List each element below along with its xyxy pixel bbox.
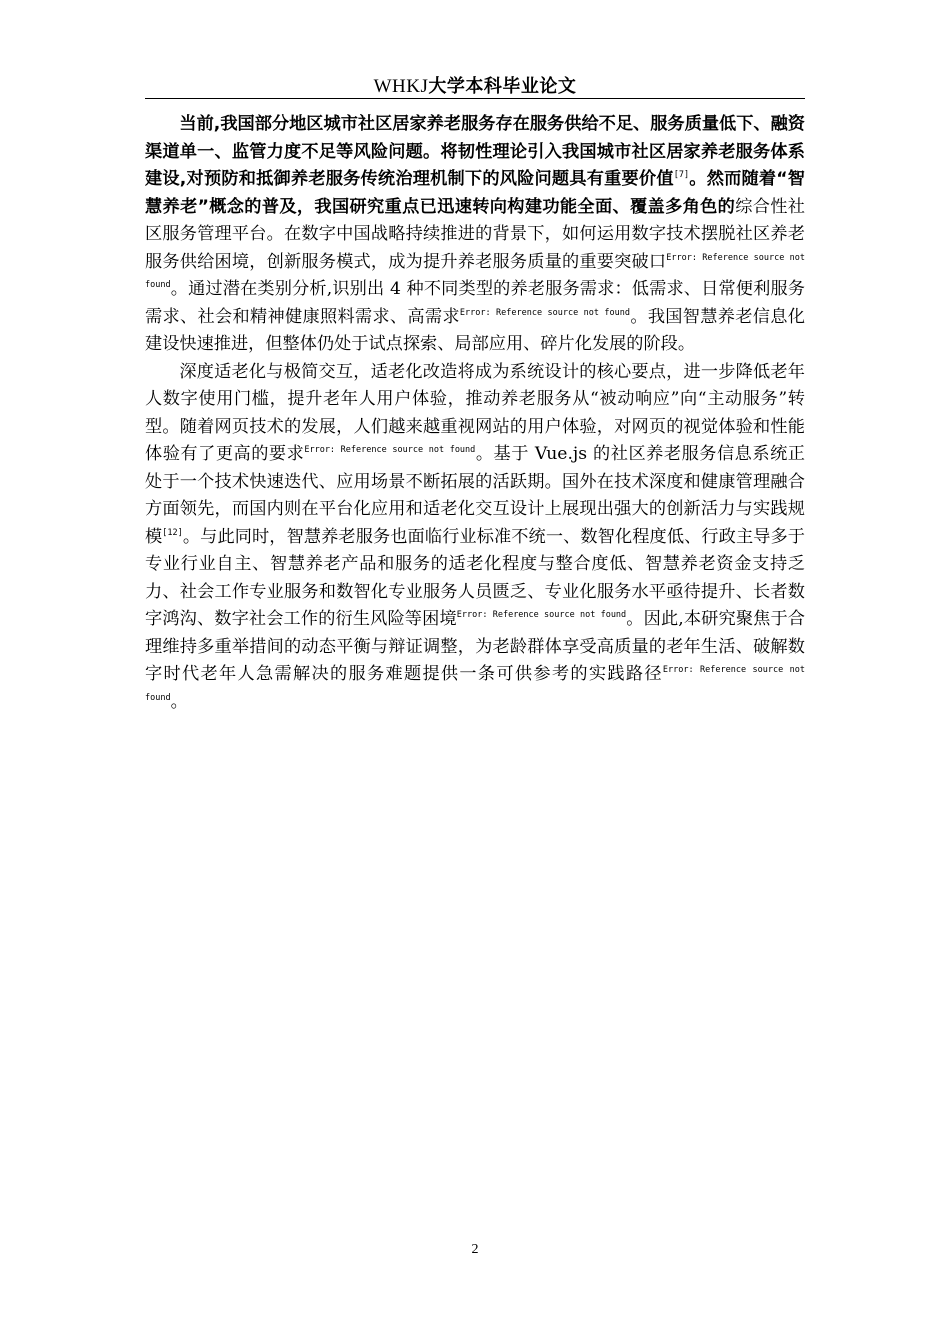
p2-sentence-2: 。基于 Vue.js 的社区养老服务信息系统正处于一个技术快速迭代、应用场景不断拓展的活跃期。国外在技术深度和健康管理融合方面领先，而国内则在平台化应用和适老化交互设计上展现出强大的创新活力与实践规模	[145, 444, 805, 547]
body-text	[145, 111, 805, 716]
header-title: 大学本科毕业论文	[428, 76, 577, 97]
p1-sentence-5: 。通过潜在类别分析,识别出 4 种不同类型的养老服务需求：低需求、日常便利服务需求、社会和精神健康照料需求、高需求	[145, 279, 805, 327]
p1-sentence-3: 研究重点已迅速转向构建功能全面、覆盖多角色的	[349, 196, 736, 217]
p1-citation-1: [7]	[673, 170, 690, 180]
header-rule	[145, 98, 805, 99]
p1-sentence-4: 综合性社区服务管理平台。在数字中国战略持续推进的背景下，如何运用数字技术摆脱社区养老服务供给困境，创新服务模式，成为提升养老服务质量的重要突破口	[145, 196, 805, 272]
p1-citation-3: Error: Reference source not found	[459, 307, 631, 318]
page-number: 2	[471, 1242, 479, 1257]
p2-citation-3: Error: Reference source not found	[456, 610, 627, 620]
paragraph-1	[145, 111, 805, 359]
p2-citation-4: Error: Reference source not found	[145, 665, 805, 703]
running-header	[145, 72, 805, 98]
p1-citation-2: Error: Reference source not found	[145, 252, 805, 290]
p2-citation-2: [12]	[162, 527, 183, 538]
p2-sentence-5: 。	[170, 691, 188, 712]
p1-sentence-6: 。我国智慧养老信息化建设快速推进，但整体仍处于试点探索、局部应用、碎片化发展的阶段。	[145, 306, 805, 354]
p2-sentence-1: 深度适老化与极简交互，适老化改造将成为系统设计的核心要点，进一步降低老年人数字使用门槛，提升老年人用户体验，推动养老服务从“被动响应”向“主动服务”转型。随着网页技术的发展，人们越来越重视网站的用户体验，对网页的视觉体验和性能体验有了更高的要求	[145, 361, 805, 464]
header-prefix: WHKJ	[373, 76, 429, 97]
paragraph-2	[145, 359, 805, 717]
p1-sentence-1: 当前,我国部分地区城市社区居家养老服务存在服务供给不足、服务质量低下、融资渠道单一、监管力度不足等风险问题。将韧性理论引入我国城市社区居家养老服务体系建设,对预防和抵御养老服务传统治理机制下的风险问题具有重要价值	[145, 114, 805, 189]
p1-sentence-2: 。然而随着“智慧养老”概念的普及，我国	[145, 169, 805, 217]
p2-citation-1: Error: Reference source not found	[304, 445, 476, 455]
p2-sentence-3: 。与此同时，智慧养老服务也面临行业标准不统一、数智化程度低、行政主导多于专业行业自主、智慧养老产品和服务的适老化程度与整合度低、智慧养老资金支持乏力、社会工作专业服务和数智化专业服务人员匮乏、专业化服务水平亟待提升、长者数字鸿沟、数字社会工作的衍生风险等困境	[145, 526, 805, 629]
p2-sentence-4: 。因此,本研究聚焦于合理维持多重举措间的动态平衡与辩证调整，为老龄群体享受高质量的老年生活、破解数字时代老年人急需解决的服务难题提供一条可供参考的实践路径	[145, 609, 805, 684]
